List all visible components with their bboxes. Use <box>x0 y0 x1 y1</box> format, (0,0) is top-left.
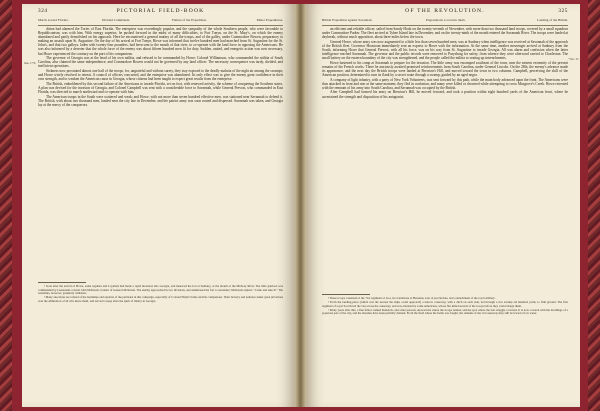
footnote: ³ Many years after this, a fine fellow named Ruddock, and other persons, showed me where the troops landed, and the spot where the last struggle occurred. It is now covered with the dwellings of a populous part of the city, and the marshes have been partially drained. From the field where the battle was fought, the remains of the old causeway may still be traced at low water. <box>322 307 568 316</box>
left-subhead: March toward Florida. <box>38 18 69 22</box>
left-running-header <box>38 8 283 18</box>
paragraph: The American troops in the South were scattered and weak; and Howe, with not more than seven hundred effective men, was stationed near Savannah to defend it. The British, with about two thousand men, landed near the city late in December, and the patriot army was soon routed and dispersed. Savannah was taken, and Georgia lay at the mercy of the conquerors. <box>38 94 283 107</box>
paragraph: an efficient and reliable officer, sailed from Sandy Hook on the twenty-seventh of November, with more than two thousand land troops, covered by a small squadron under Commodore Parker. The fleet arrived at Tybee Island late in December, and on the twenty-ninth of the month entered the Savannah River. The troops were landed at daybreak, without much opposition, about three miles below the town. <box>322 27 568 40</box>
footnote-rule <box>322 294 370 295</box>
left-page <box>22 4 295 407</box>
footnote: ¹ These troops consisted of the 71st regiment of foot, two battalions of Hessians, four of provincials, and a detachment of the royal artillery. <box>328 297 496 300</box>
right-running-header <box>322 8 568 18</box>
right-subhead: Preparations to receive them. <box>426 18 466 22</box>
left-footnotes <box>38 285 283 403</box>
right-body-text <box>322 27 568 289</box>
right-page-number: 325 <box>558 8 568 14</box>
paragraph: General Howe, whose army was now augmented to a little less than seven hundred men, was at Sunbury when intelligence was received at Savannah of the approach of the British fleet. Governor Houstoun immediately sent an express to Howe with the information. At the same time, another messenger arrived at Sunbury from the South, informing Howe that General Prevost, with all his force, was on his way from St. Augustine to invade Georgia. All was alarm and confusion when the latter intelligence reached Savannah. The governor and the public records were removed to Purysburg for safety, from whence they were afterward carried to Charleston. The small battery on the eastern boundary of the city was strengthened, and the people called the militia to seating up intrenchments. <box>322 39 568 61</box>
right-page <box>306 4 580 407</box>
right-subhead: British Expedition against Savannah. <box>322 18 373 22</box>
footnote: ² From the landing-place (which was the nearest the ships could approach) a narrow causeway, with a ditch on each side, led through a rice swamp six hundred yards, to firm ground. The first regiment of royal Scotch led the van across the causeway, and was attacked by some Americans, whose fire killed several of the troops before they could charge them. <box>322 300 568 308</box>
left-margin-note: June, 1778. <box>24 62 36 65</box>
left-subheads <box>38 18 283 26</box>
marbled-edge-right <box>588 0 600 411</box>
paragraph: The governor of Georgia was at the head of his own militia, and refused to be commanded by Howe; Colonel Williamson, who commanded the militia of South Carolina, also claimed the same independence; and Commodore Bowen would not be governed by any land officer. The necessary consequence was tardy, divided, and inefficient operations. <box>38 56 283 69</box>
paragraph: After Campbell had formed his army on Brewton's Hill, he moved forward, and took a position within eight hundred yards of the American front, where he ascertained the strength and disposition of his antagonist. <box>322 90 568 99</box>
paragraph: A company of light infantry, with a party of New York Volunteers, was sent forward by this path, while the main body advanced upon the front. The Americans were thus attacked in front and rear at the same moment; they fled in confusion, and many were killed or drowned while attempting to cross Musgrove's Creek. Howe retreated with the remnant of his army into South Carolina, and Savannah was occupied by the British. <box>322 77 568 90</box>
left-subhead: Divided Commands. <box>102 18 131 22</box>
paragraph: Sickness now prostrated almost one half of the troops, for, ungrateful and without surety, they stay exposed to the deadly malaria of the night air among the swamps; and Howe wisely resolved to retreat. A council of officers concurred, and the enterprise was abandoned. Its only effect was to give the enemy great confidence in their own strength, and to weaken the American cause in Georgia, whose citizens had been taught to expect great results from the enterprise. <box>38 68 283 82</box>
left-body-text <box>38 27 283 277</box>
left-page-number: 324 <box>38 8 48 14</box>
left-subhead: Failure of the Expedition. <box>172 18 207 22</box>
right-margin-note: * Dec. 23. <box>568 58 579 61</box>
paragraph: dition had alarmed the Tories of East Florida. The enterprise was exceedingly popular, and the sympathy of the whole Southern people, who were favorable to Republicanism, was with him. With energy superior, he pushed forward in the midst of many difficulties, to Fort Tonyn, on the St. Mary's, on which the enemy abandoned and partly demolished on his approach. Here he encountered a general mutiny of all the troops, and of the galley, under Commodore Bowen, preparatory to making an assault upon St. Augustine. On the day of his arrival at Fort Tonyn, Howe was informed that twelve hundred men had marched from St. Augustine for the St. John's, and that two galleys, laden with twenty-four pounders, had been sent to the mouth of that river, to co-operate with the land force in opposing the Americans. He was also informed by a deserter that the whole force of the enemy was about fifteen hundred men fit for duty. Sudden, united, and energetic action was now necessary, but Howe experienced the contrary on the part of his companions. <box>38 27 283 56</box>
right-footnotes <box>322 297 568 403</box>
footnote: ² Many anecdotes are related of the hardships and exploits of the partisans in this campaign, especially of Colonel Elijah Clarke and his companions. Their bravery and patience under great privations won the admiration of all who knew them, and served to keep alive the spirit of liberty in Georgia. <box>38 295 283 303</box>
right-subhead: Landing of the British. <box>537 18 568 22</box>
paragraph: The British, emboldened by this second failure of the Americans to invade Florida, set on foot, with renewed activity, the scheme of conquering the Southern states. A plan was devised for the invasion of Georgia, and Colonel Campbell was sent with a considerable force to Savannah, while General Prevost, who commanded in East Florida, was directed to march northward and co-operate with him. <box>38 81 283 94</box>
footnote-rule <box>38 282 86 283</box>
right-subheads <box>322 18 568 26</box>
book-gutter <box>295 4 306 407</box>
left-subhead: Minor Expeditions. <box>256 18 283 22</box>
marbled-edge-left <box>0 0 12 411</box>
right-running-title: OF THE REVOLUTION. <box>405 8 485 14</box>
footnote: ¹ Soon after the arrival of Howe, some regulars and Loyalists had made a rapid incursion into Georgia, and menaced the fort at Sunbury, at the mouth of the Midway River. The little garrison was commanded by Lieutenant-colonel John McIntosh, brother of General McIntosh. The enemy approached in two divisions, and summoned the fort to surrender; McIntosh replied, "Come and take it!" The assailants, however, prudently withdrew. <box>38 285 283 295</box>
left-running-title: PICTORIAL FIELD-BOOK <box>116 8 205 14</box>
paragraph: Howe hastened to his camp at Savannah to prepare for the invasion. The little army was encamped southeast of the town, near the eastern extremity of the present remains of the French works. There he anxiously awaited promised reinforcements from South Carolina, under General Lincoln. On the 28th, the enemy's advance made its appearance, and the next day the British troops were landed at Brewton's Hill, and moved toward the town in two columns. Campbell, perceiving the skill of the American position, determined to turn its flank by a secret route through a swamp, guided by an aged negro. <box>322 60 568 78</box>
